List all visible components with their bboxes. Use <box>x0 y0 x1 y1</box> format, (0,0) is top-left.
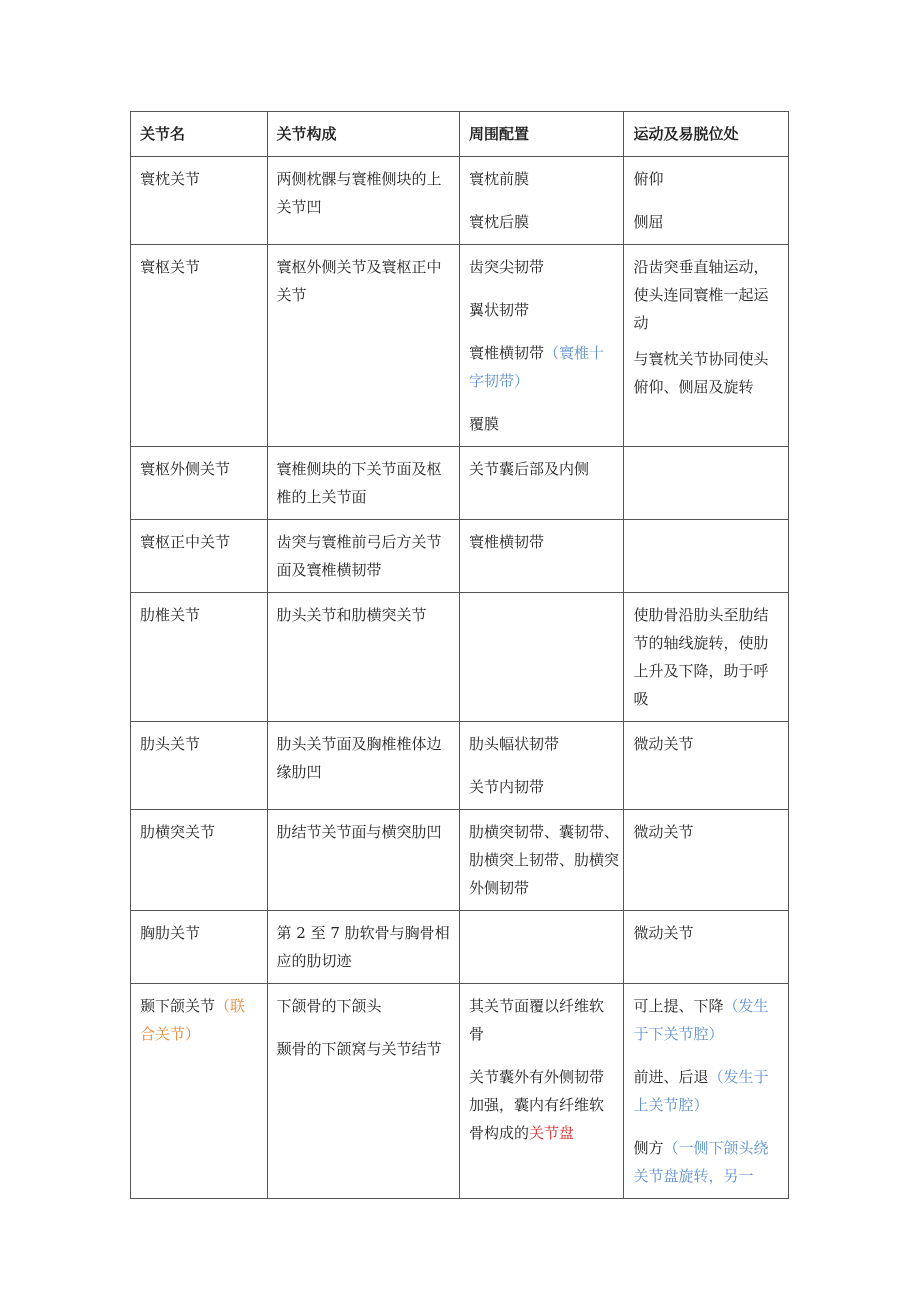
cell-joint-name: 寰枢外侧关节 <box>131 447 268 520</box>
cell-movement <box>624 447 789 520</box>
cell-composition: 寰椎侧块的下关节面及枢椎的上关节面 <box>267 447 459 520</box>
cell-surroundings <box>459 157 624 245</box>
table-row <box>131 157 789 245</box>
cell-surroundings <box>459 911 624 984</box>
cell-line <box>633 992 780 1048</box>
header-surroundings: 周围配置 <box>459 112 624 157</box>
cell-movement: 微动关节 <box>624 911 789 984</box>
cell-line: 寰枕后膜 <box>468 213 529 231</box>
joint-name-note: （联合关节） <box>140 997 246 1043</box>
cell-movement <box>624 520 789 593</box>
cell-surroundings: 肋横突韧带、囊韧带、肋横突上韧带、肋横突外侧韧带 <box>459 810 624 911</box>
cell-surroundings <box>459 245 624 447</box>
cell-surroundings <box>459 984 624 1199</box>
cell-joint-name: 胸肋关节 <box>131 911 268 984</box>
cell-movement: 使肋骨沿肋头至肋结节的轴线旋转，使肋上升及下降，助于呼吸 <box>624 593 789 722</box>
cell-line: 肋头幅状韧带 <box>468 735 559 753</box>
table-row <box>131 447 789 520</box>
cell-line: 侧屈 <box>633 213 664 231</box>
table-row <box>131 245 789 447</box>
cell-joint-name: 寰枢关节 <box>131 245 268 447</box>
movement-note: （发生于下关节腔） <box>633 997 769 1043</box>
cell-line: 俯仰 <box>633 170 664 188</box>
ligament-note: （寰椎十字韧带） <box>468 344 605 390</box>
table-header-row <box>131 112 789 157</box>
cell-joint-name: 寰枢正中关节 <box>131 520 268 593</box>
cell-line: 翼状韧带 <box>468 301 529 319</box>
header-joint-name: 关节名 <box>131 112 268 157</box>
cell-composition: 第 2 至 7 肋软骨与胸骨相应的肋切迹 <box>267 911 459 984</box>
cell-line <box>633 1134 780 1190</box>
cell-line: 其关节面覆以纤维软骨 <box>468 997 604 1043</box>
cell-line: 齿突尖韧带 <box>468 258 544 276</box>
cell-line: 寰枕前膜 <box>468 170 529 188</box>
cell-surroundings <box>459 593 624 722</box>
joint-table <box>130 111 789 1199</box>
table-row <box>131 984 789 1199</box>
cell-joint-name <box>131 984 268 1199</box>
movement-text: 前进、后退 <box>633 1068 709 1086</box>
cell-movement <box>624 984 789 1199</box>
articular-disc-text: 关节盘 <box>529 1124 575 1142</box>
cell-line: 颞骨的下颌窝与关节结节 <box>276 1040 442 1058</box>
movement-note: （一侧下颌头绕关节盘旋转，另一 <box>633 1139 769 1185</box>
cell-joint-name: 寰枕关节 <box>131 157 268 245</box>
cell-composition: 肋头关节面及胸椎椎体边缘肋凹 <box>267 722 459 810</box>
cell-line: 覆膜 <box>468 415 499 433</box>
cell-surroundings: 寰椎横韧带 <box>459 520 624 593</box>
joint-name-text: 颞下颌关节 <box>140 997 216 1015</box>
cell-composition: 肋结节关节面与横突肋凹 <box>267 810 459 911</box>
cell-surroundings: 关节囊后部及内侧 <box>459 447 624 520</box>
movement-text: 侧方 <box>633 1139 664 1157</box>
cell-joint-name: 肋椎关节 <box>131 593 268 722</box>
cell-line: 下颌骨的下颌头 <box>276 997 382 1015</box>
header-composition: 关节构成 <box>267 112 459 157</box>
cell-movement <box>624 157 789 245</box>
cell-composition: 两侧枕髁与寰椎侧块的上关节凹 <box>267 157 459 245</box>
cell-movement <box>624 245 789 447</box>
cell-movement: 微动关节 <box>624 810 789 911</box>
cell-joint-name: 肋横突关节 <box>131 810 268 911</box>
cell-movement: 微动关节 <box>624 722 789 810</box>
cell-line <box>469 1063 616 1147</box>
table-row <box>131 722 789 810</box>
cell-line <box>469 339 616 395</box>
cell-line: 关节内韧带 <box>468 778 544 796</box>
table-row <box>131 911 789 984</box>
cell-surroundings <box>459 722 624 810</box>
cell-composition: 肋头关节和肋横突关节 <box>267 593 459 722</box>
cell-joint-name: 肋头关节 <box>131 722 268 810</box>
movement-text: 可上提、下降 <box>633 997 724 1015</box>
table-row <box>131 810 789 911</box>
cell-composition <box>267 984 459 1199</box>
cell-line: 沿齿突垂直轴运动，使头连同寰椎一起运动 <box>633 258 769 332</box>
header-movement: 运动及易脱位处 <box>624 112 789 157</box>
movement-note: （发生于上关节腔） <box>633 1068 769 1114</box>
capsule-text: 关节囊外有外侧韧带加强，囊内有纤维软骨构成的 <box>468 1068 604 1142</box>
cell-composition: 寰枢外侧关节及寰枢正中关节 <box>267 245 459 447</box>
ligament-text: 寰椎横韧带 <box>468 344 544 362</box>
cell-line: 与寰枕关节协同使头俯仰、侧屈及旋转 <box>633 350 769 396</box>
cell-composition: 齿突与寰椎前弓后方关节面及寰椎横韧带 <box>267 520 459 593</box>
cell-line <box>633 1063 780 1119</box>
table-row <box>131 593 789 722</box>
table-row <box>131 520 789 593</box>
